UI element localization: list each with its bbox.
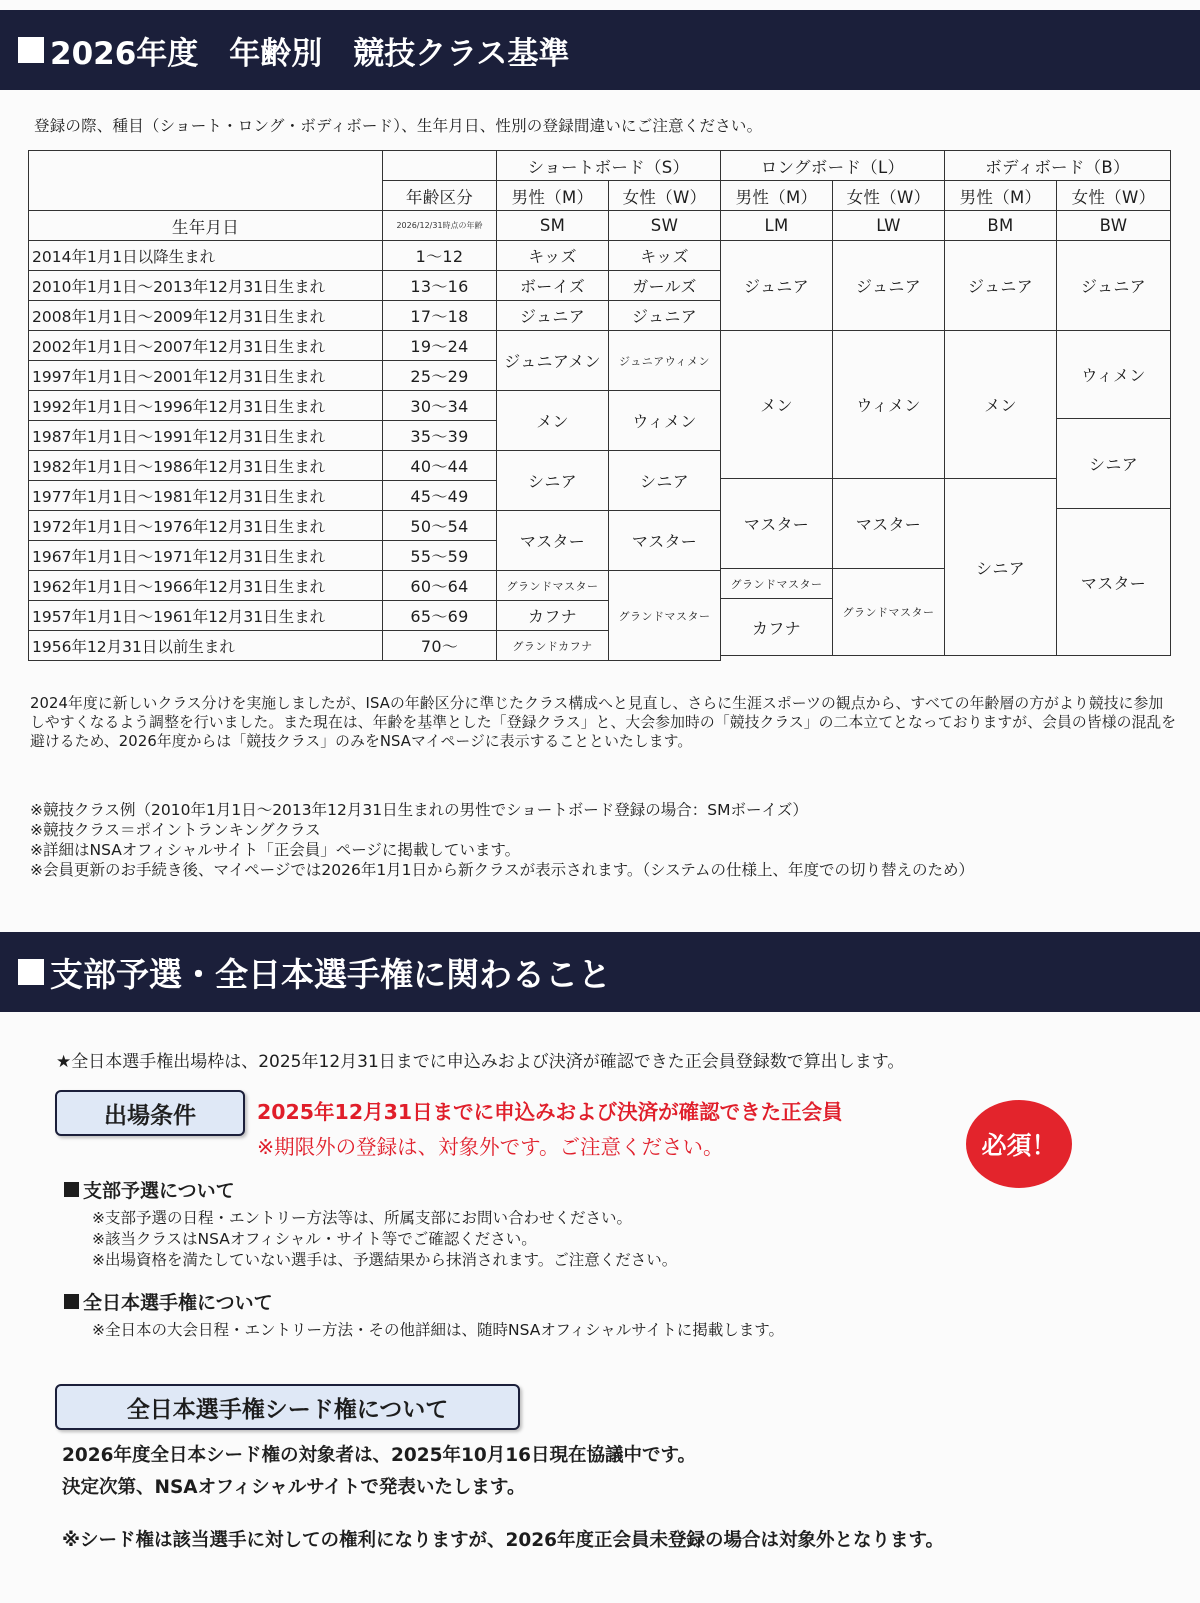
class-cell-lm: マスター	[720, 478, 833, 569]
birth-range-cell: 2014年1月1日以降生まれ	[28, 240, 383, 271]
age-range-cell: 60～64	[382, 570, 497, 601]
birth-range-cell: 1982年1月1日～1986年12月31日生まれ	[28, 450, 383, 481]
age-range-cell: 40～44	[382, 450, 497, 481]
class-cell-bw: シニア	[1056, 418, 1171, 509]
seed-footer: ※シード権は該当選手に対しての権利になりますが、2026年度正会員未登録の場合は対象外となります。	[62, 1530, 944, 1551]
birth-range-cell: 1957年1月1日～1961年12月31日生まれ	[28, 600, 383, 631]
class-cell-lw: ウィメン	[832, 330, 945, 479]
seed-line: 2026年度全日本シード権の対象者は、2025年10月16日現在協議中です。	[62, 1445, 696, 1466]
square-bullet-icon	[64, 1182, 79, 1197]
entry-condition-warning: ※期限外の登録は、対象外です。ご注意ください。	[257, 1135, 724, 1159]
header-long-board: ロングボード（L）	[720, 150, 945, 181]
class-cell-lm: メン	[720, 330, 833, 479]
class-cell-sw: シニア	[608, 450, 721, 511]
class-cell-sm: マスター	[496, 510, 609, 571]
intro-text: 登録の際、種目（ショート・ロング・ボディボード）、生年月日、性別の登録間違いにご注意ください。	[34, 117, 763, 135]
class-cell-sw: キッズ	[608, 240, 721, 271]
note-item: ※競技クラス例（2010年1月1日～2013年12月31日生まれの男性でショートボード登録の場合：SMボーイズ）	[30, 801, 808, 819]
notes-paragraph: 2024年度に新しいクラス分けを実施しましたが、ISAの年齢区分に準じたクラス構成へと見直し、さらに生涯スポーツの観点から、すべての年齢層の方がより競技に参加しやすくなるよう調整を行いました。また現在は、年齢を基準とした「登録クラス」と、大会参加時の「競技クラス」の二本立てとなっておりますが、会員の皆様の混乱を避けるため、2026年度からは「競技クラス」のみをNSAマイページに表示することといたします。	[30, 695, 1177, 750]
class-cell-bm: シニア	[944, 478, 1057, 656]
age-range-cell: 45～49	[382, 480, 497, 511]
class-cell-sm: グランドカフナ	[496, 630, 609, 661]
age-range-cell: 25～29	[382, 360, 497, 391]
class-cell-lm: ジュニア	[720, 240, 833, 331]
entry-condition-text: 2025年12月31日までに申込みおよび決済が確認できた正会員	[257, 1100, 843, 1124]
seed-line: 決定次第、NSAオフィシャルサイトで発表いたします。	[62, 1477, 526, 1498]
note-item: ※競技クラス＝ポイントランキングクラス	[30, 821, 321, 839]
class-cell-sw: マスター	[608, 510, 721, 571]
class-cell-sw: ジュニアウィメン	[608, 330, 721, 391]
class-cell-lw: ジュニア	[832, 240, 945, 331]
header-body-board: ボディボード（B）	[944, 150, 1171, 181]
national-heading-text: 全日本選手権について	[83, 1292, 273, 1314]
section-header-competition-class	[0, 10, 1200, 90]
class-cell-lm: グランドマスター	[720, 568, 833, 599]
class-cell-sm: メン	[496, 390, 609, 451]
header-code: LW	[832, 210, 945, 241]
entry-quota-note: ★全日本選手権出場枠は、2025年12月31日までに申込みおよび決済が確認できた正会員登録数で算出します。	[56, 1052, 905, 1072]
class-cell-sw: グランドマスター	[608, 570, 721, 661]
age-range-cell: 65～69	[382, 600, 497, 631]
age-range-cell: 35～39	[382, 420, 497, 451]
header-female: 女性（W）	[832, 180, 945, 211]
age-range-cell: 19～24	[382, 330, 497, 361]
class-cell-lm: カフナ	[720, 598, 833, 656]
notes-list	[30, 800, 974, 880]
seed-label: 全日本選手権シード権について	[55, 1384, 520, 1430]
seed-status	[62, 1440, 696, 1504]
header-male: 男性（M）	[944, 180, 1057, 211]
header-blank	[28, 150, 383, 211]
national-heading	[64, 1288, 273, 1315]
branch-note: ※支部予選の日程・エントリー方法等は、所属支部にお問い合わせください。	[92, 1209, 632, 1227]
header-code: LM	[720, 210, 833, 241]
square-bullet-icon	[18, 959, 44, 985]
section-header-championship	[0, 932, 1200, 1012]
class-cell-sm: キッズ	[496, 240, 609, 271]
age-range-cell: 70～	[382, 630, 497, 661]
class-cell-sw: ウィメン	[608, 390, 721, 451]
class-cell-bm: メン	[944, 330, 1057, 479]
class-cell-sm: シニア	[496, 450, 609, 511]
class-cell-sw: ガールズ	[608, 270, 721, 301]
class-cell-bw: ウィメン	[1056, 330, 1171, 419]
age-range-cell: 13～16	[382, 270, 497, 301]
birth-range-cell: 1962年1月1日～1966年12月31日生まれ	[28, 570, 383, 601]
class-cell-lw: グランドマスター	[832, 568, 945, 656]
note-item: ※詳細はNSAオフィシャルサイト「正会員」ページに掲載しています。	[30, 841, 521, 859]
birth-range-cell: 1977年1月1日～1981年12月31日生まれ	[28, 480, 383, 511]
birth-range-cell: 2002年1月1日～2007年12月31日生まれ	[28, 330, 383, 361]
header-male: 男性（M）	[496, 180, 609, 211]
header-code: SM	[496, 210, 609, 241]
age-range-cell: 55～59	[382, 540, 497, 571]
age-range-cell: 17～18	[382, 300, 497, 331]
branch-note: ※該当クラスはNSAオフィシャル・サイト等でご確認ください。	[92, 1230, 537, 1248]
header-code: BW	[1056, 210, 1171, 241]
age-range-cell: 50～54	[382, 510, 497, 541]
birth-range-cell: 1987年1月1日～1991年12月31日生まれ	[28, 420, 383, 451]
class-cell-bw: ジュニア	[1056, 240, 1171, 331]
birth-range-cell: 1997年1月1日～2001年12月31日生まれ	[28, 360, 383, 391]
square-bullet-icon	[64, 1294, 79, 1309]
birth-range-cell: 1967年1月1日～1971年12月31日生まれ	[28, 540, 383, 571]
class-cell-sm: ジュニアメン	[496, 330, 609, 391]
header-birth: 生年月日	[28, 210, 383, 241]
age-range-cell: 30～34	[382, 390, 497, 421]
header-age: 年齢区分	[382, 180, 497, 211]
class-cell-sm: カフナ	[496, 600, 609, 631]
section-title: 2026年度 年齢別 競技クラス基準	[50, 35, 570, 72]
header-short-board: ショートボード（S）	[496, 150, 721, 181]
birth-range-cell: 2010年1月1日～2013年12月31日生まれ	[28, 270, 383, 301]
header-age-note: 2026/12/31時点の年齢	[382, 210, 497, 241]
class-table	[28, 150, 1170, 672]
birth-range-cell: 1992年1月1日～1996年12月31日生まれ	[28, 390, 383, 421]
class-cell-sm: ジュニア	[496, 300, 609, 331]
header-male: 男性（M）	[720, 180, 833, 211]
header-code: BM	[944, 210, 1057, 241]
header-blank	[382, 150, 497, 181]
entry-condition-label: 出場条件	[55, 1090, 245, 1136]
class-cell-lw: マスター	[832, 478, 945, 569]
header-code: SW	[608, 210, 721, 241]
class-cell-bm: ジュニア	[944, 240, 1057, 331]
birth-range-cell: 1956年12月31日以前生まれ	[28, 630, 383, 661]
note-item: ※会員更新のお手続き後、マイページでは2026年1月1日から新クラスが表示されます。（システムの仕様上、年度での切り替えのため）	[30, 861, 975, 879]
class-cell-sw: ジュニア	[608, 300, 721, 331]
birth-range-cell: 1972年1月1日～1976年12月31日生まれ	[28, 510, 383, 541]
class-cell-sm: ボーイズ	[496, 270, 609, 301]
branch-heading-text: 支部予選について	[83, 1180, 235, 1202]
section-title: 支部予選・全日本選手権に関わること	[50, 954, 611, 994]
square-bullet-icon	[18, 37, 44, 63]
national-note: ※全日本の大会日程・エントリー方法・その他詳細は、随時NSAオフィシャルサイトに掲載します。	[92, 1321, 784, 1339]
branch-note: ※出場資格を満たしていない選手は、予選結果から抹消されます。ご注意ください。	[92, 1251, 678, 1269]
header-female: 女性（W）	[608, 180, 721, 211]
branch-notes	[92, 1208, 677, 1271]
birth-range-cell: 2008年1月1日～2009年12月31日生まれ	[28, 300, 383, 331]
branch-heading	[64, 1176, 235, 1203]
age-range-cell: 1～12	[382, 240, 497, 271]
header-female: 女性（W）	[1056, 180, 1171, 211]
required-badge: 必須！	[966, 1100, 1072, 1188]
class-cell-sm: グランドマスター	[496, 570, 609, 601]
class-cell-bw: マスター	[1056, 508, 1171, 656]
